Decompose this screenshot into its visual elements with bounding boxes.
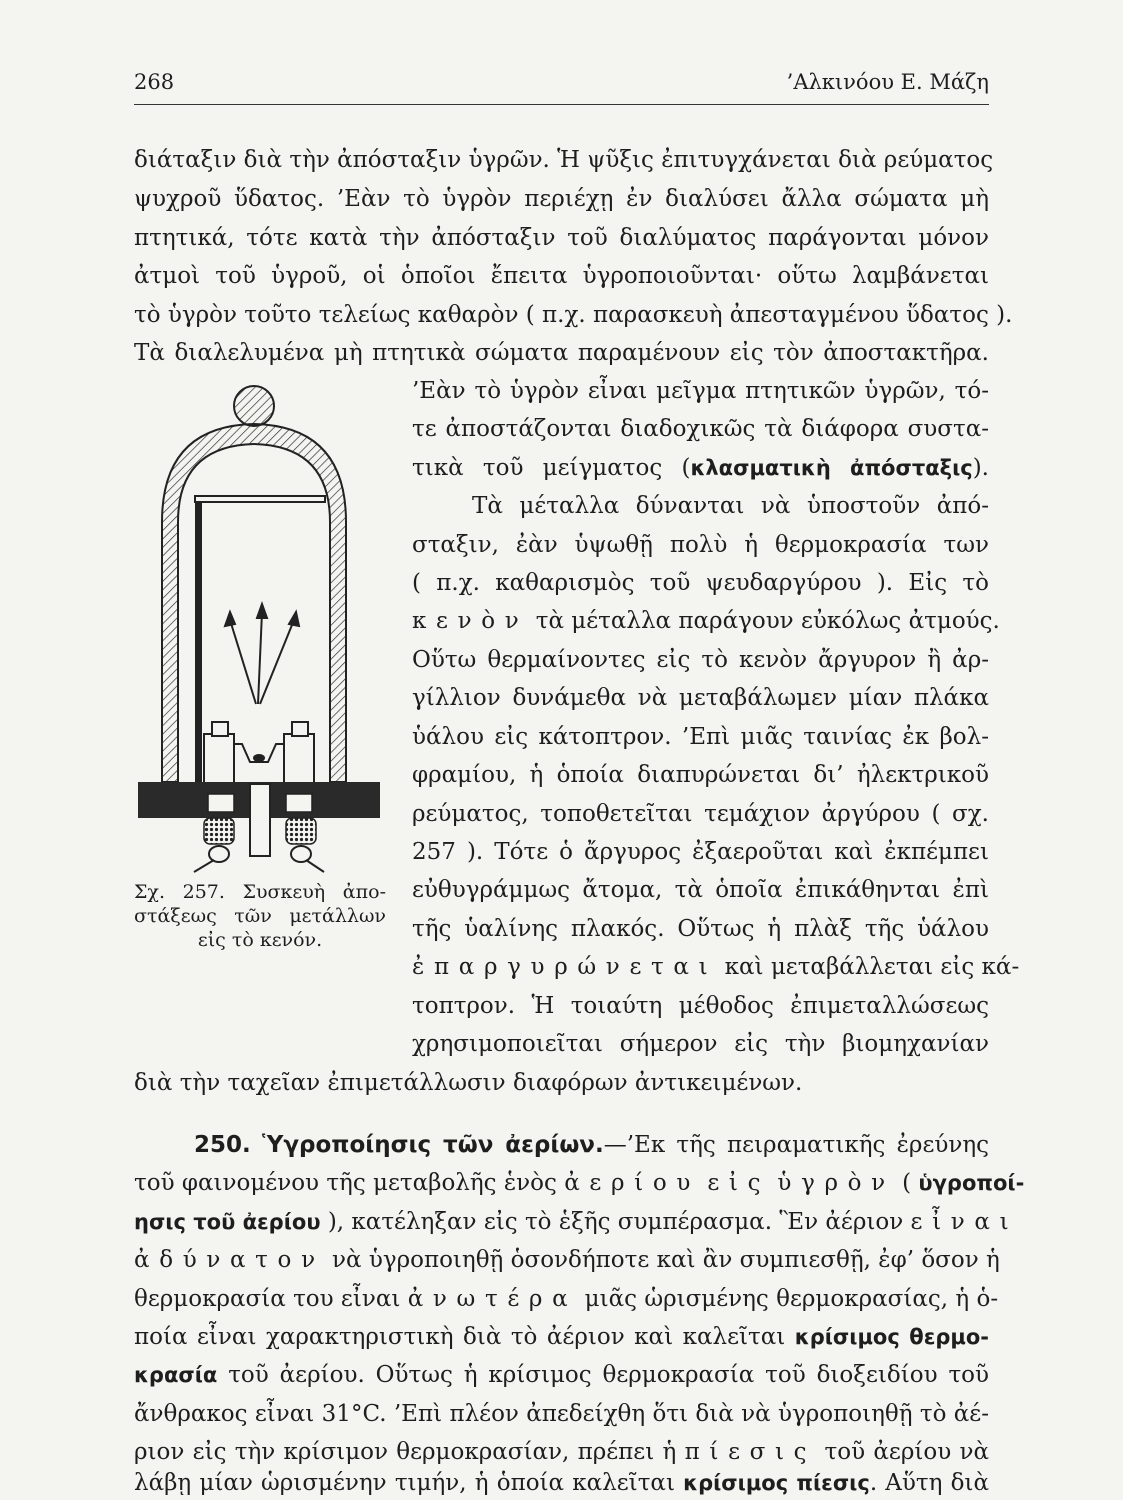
text-line: τε ἀποστάζονται διαδοχικῶς τὰ διάφορα συστα- — [412, 416, 989, 442]
term-fractional-distillation: κλασματικὴ ἀπόσταξις — [690, 456, 973, 480]
text-line — [134, 1282, 999, 1316]
text-span: καὶ μεταβάλλεται εἰς κά- — [717, 954, 1020, 980]
text-line: ( π.χ. καθαρισμὸς τοῦ ψευδαργύρου ). Εἰς τὸ — [412, 570, 989, 596]
term-critical-temperature: κρίσιμος θερμο- — [794, 1325, 990, 1349]
text-line — [412, 604, 1000, 638]
spaced-word: κενὸν — [412, 608, 529, 634]
text-line: Τὰ διαλελυμένα μὴ πτητικὰ σώματα παραμένουν εἰς τὸν ἀποστακτῆρα. — [134, 340, 989, 366]
term-critical-temperature-cont: κρασία — [134, 1363, 218, 1387]
glass-plate-holder — [195, 496, 202, 784]
left-nut — [204, 818, 234, 844]
text-line: ρεύματος, τοποθετεῖται τεμάχιον ἀργύρου ( σχ. — [412, 801, 989, 827]
silver-piece — [253, 754, 265, 762]
text-line — [134, 1466, 989, 1500]
caption-line: εἰς τὸ κενόν. — [197, 929, 323, 951]
text-span: —’Εκ τῆς πειραματικῆς ἐρεύνης — [603, 1132, 989, 1158]
left-electrode — [204, 734, 234, 786]
text-line — [134, 1243, 1000, 1277]
text-span: ( — [902, 1170, 912, 1196]
text-span: τοῦ ἀερίου. Οὕτως ἡ κρίσιμος θερμοκρασία τοῦ διοξειδίου τοῦ — [217, 1362, 989, 1388]
text-line: Οὕτω θερμαίνοντες εἰς τὸ κενὸν ἄργυρον ἢ ἀρ- — [412, 647, 989, 673]
page-number: 268 — [134, 70, 175, 94]
text-line: ’Εὰν τὸ ὑγρὸν εἶναι μεῖγμα πτητικῶν ὑγρῶν, τό- — [412, 378, 989, 404]
term-liquefaction: ὑγροποί- — [918, 1171, 1025, 1195]
running-head: ’Αλκινόου Ε. Μάζη — [786, 70, 989, 94]
text-line: χρησιμοποιεῖται σήμερον εἰς τὴν βιομηχανίαν — [412, 1031, 989, 1057]
bell-jar-apparatus-figure — [134, 372, 384, 882]
spaced-word: εἰς — [707, 1170, 771, 1196]
text-line: γίλλιον δυνάμεθα νὰ μεταβάλωμεν μίαν πλάκα — [412, 685, 989, 711]
text-span: μιᾶς ὡρισμένης θερμοκρασίας, ἡ ὁ- — [577, 1286, 999, 1312]
right-terminal — [286, 794, 312, 812]
text-span: ). — [972, 455, 989, 481]
text-line — [134, 1435, 989, 1469]
text-line: εὐθυγράμμως ἄτομα, τὰ ὁποῖα ἐπικάθηνται ἐπὶ — [412, 877, 989, 903]
text-line: φραμίου, ἡ ὁποία διαπυρώνεται δι’ ἠλεκτρικοῦ — [412, 762, 989, 788]
spaced-word: ἀνωτέρα — [407, 1286, 578, 1312]
text-line: διὰ τὴν ταχεῖαν ἐπιμετάλλωσιν διαφόρων ἀντικειμένων. — [134, 1070, 803, 1096]
section-title: Ὑγροποίησις τῶν ἀερίων. — [261, 1132, 604, 1158]
text-line: πτητικά, τότε κατὰ τὴν ἀπόσταξιν τοῦ διαλύματος παράγονται μόνον — [134, 225, 989, 251]
right-wire-loop — [291, 846, 311, 862]
term-critical-pressure: κρίσιμος πίεσις — [683, 1471, 870, 1495]
text-line: διάταξιν διὰ τὴν ἀπόσταξιν ὑγρῶν. Ἡ ψῦξις ἐπιτυγχάνεται διὰ ρεύματος — [134, 147, 994, 173]
text-span: τοῦ ἀερίου νὰ — [824, 1439, 990, 1465]
atom-beam-arrows — [225, 604, 299, 704]
text-span: ), κατέληξαν εἰς τὸ ἑξῆς συμπέρασμα. Ἓν ἀέριον — [320, 1209, 904, 1235]
vacuum-tube — [250, 784, 270, 856]
left-terminal — [208, 794, 234, 812]
spaced-word: ἀδύνατον — [134, 1247, 325, 1273]
spaced-word: πίεσις — [684, 1439, 817, 1465]
left-electrode-cap — [212, 722, 228, 736]
text-span: νὰ ὑγροποιηθῇ ὁσονδήποτε καὶ ἂν συμπιεσθῇ, ἐφ’ ὅσον ἡ — [324, 1247, 1000, 1273]
text-line: ὑάλου εἰς κάτοπτρον. ’Επὶ μιᾶς ταινίας ἐκ βολ- — [412, 724, 989, 750]
text-span: ριον εἰς τὴν κρίσιμον θερμοκρασίαν, πρέπει ἡ — [134, 1439, 677, 1465]
left-wire-loop — [209, 846, 229, 862]
spaced-word: ὑγρὸν — [777, 1170, 895, 1196]
right-electrode-cap — [292, 722, 308, 736]
right-wire — [306, 860, 324, 872]
text-span: λάβῃ μίαν ὡρισμένην τιμήν, ἡ ὁποία καλεῖται — [134, 1470, 675, 1496]
section-number: 250. — [194, 1132, 251, 1158]
text-line: τῆς ὑαλίνης πλακός. Οὕτως ἡ πλὰξ τῆς ὑάλου — [412, 916, 989, 942]
term-liquefaction-cont: ησις τοῦ ἀερίου — [134, 1210, 321, 1234]
text-line: ψυχροῦ ὕδατος. ’Εὰν τὸ ὑγρὸν περιέχῃ ἐν διαλύσει ἄλλα σώματα μὴ — [134, 186, 989, 212]
spaced-word: ἀερίου — [564, 1170, 700, 1196]
text-line — [134, 1358, 989, 1392]
text-line — [134, 1205, 1019, 1239]
text-line — [134, 1166, 1025, 1200]
text-line: τὸ ὑγρὸν τοῦτο τελείως καθαρὸν ( π.χ. παρασκευὴ ἀπεσταγμένου ὕδατος ). — [134, 302, 1013, 328]
text-line: ἄνθρακος εἶναι 31°C. ’Επὶ πλέον ἀπεδείχθη ὅτι διὰ νὰ ὑγροποιηθῇ τὸ ἀέ- — [134, 1401, 989, 1427]
glass-plate — [195, 496, 325, 502]
spaced-word: εἶναι — [910, 1209, 1019, 1235]
section-heading-line — [134, 1128, 989, 1162]
text-span: ποία εἶναι χαρακτηριστικὴ διὰ τὸ ἀέριον καὶ καλεῖται — [134, 1324, 786, 1350]
bell-jar-glass — [162, 424, 346, 782]
caption-line: στάξεως τῶν μετάλλων — [134, 905, 386, 927]
text-line: τοπτρον. Ἡ τοιαύτη μέθοδος ἐπιμεταλλώσεως — [412, 993, 989, 1019]
text-span: τικὰ τοῦ μείγματος ( — [412, 455, 691, 481]
text-span: τὰ μέταλλα παράγουν εὐκόλως ἀτμούς. — [528, 608, 1000, 634]
right-nut — [286, 818, 316, 844]
figure-caption — [134, 880, 386, 952]
text-line: 257 ). Τότε ὁ ἄργυρος ἐξαεροῦται καὶ ἐκπέμπει — [412, 839, 989, 865]
text-line: ἀτμοὶ τοῦ ὑγροῦ, οἱ ὁποῖοι ἔπειτα ὑγροποιοῦνται· οὕτω λαμβάνεται — [134, 263, 989, 289]
text-span: τοῦ φαινομένου τῆς μεταβολῆς ἑνὸς — [134, 1170, 557, 1196]
text-line — [412, 451, 989, 485]
text-span: . Αὕτη διὰ — [869, 1470, 989, 1496]
left-wire — [194, 860, 214, 872]
text-line — [412, 950, 1020, 984]
right-electrode — [284, 734, 314, 786]
spaced-word: ἐπαργυρώνεται — [412, 954, 718, 980]
text-line: Τὰ μέταλλα δύνανται νὰ ὑποστοῦν ἀπό- — [472, 493, 989, 519]
caption-line: Σχ. 257. Συσκευὴ ἀπο- — [134, 881, 386, 903]
text-span: θερμοκρασία του εἶναι — [134, 1286, 401, 1312]
text-line — [134, 1320, 989, 1354]
text-line: σταξιν, ἐὰν ὑψωθῇ πολὺ ἡ θερμοκρασία των — [412, 532, 989, 558]
header-rule — [134, 104, 989, 105]
bell-jar-knob — [234, 386, 274, 426]
